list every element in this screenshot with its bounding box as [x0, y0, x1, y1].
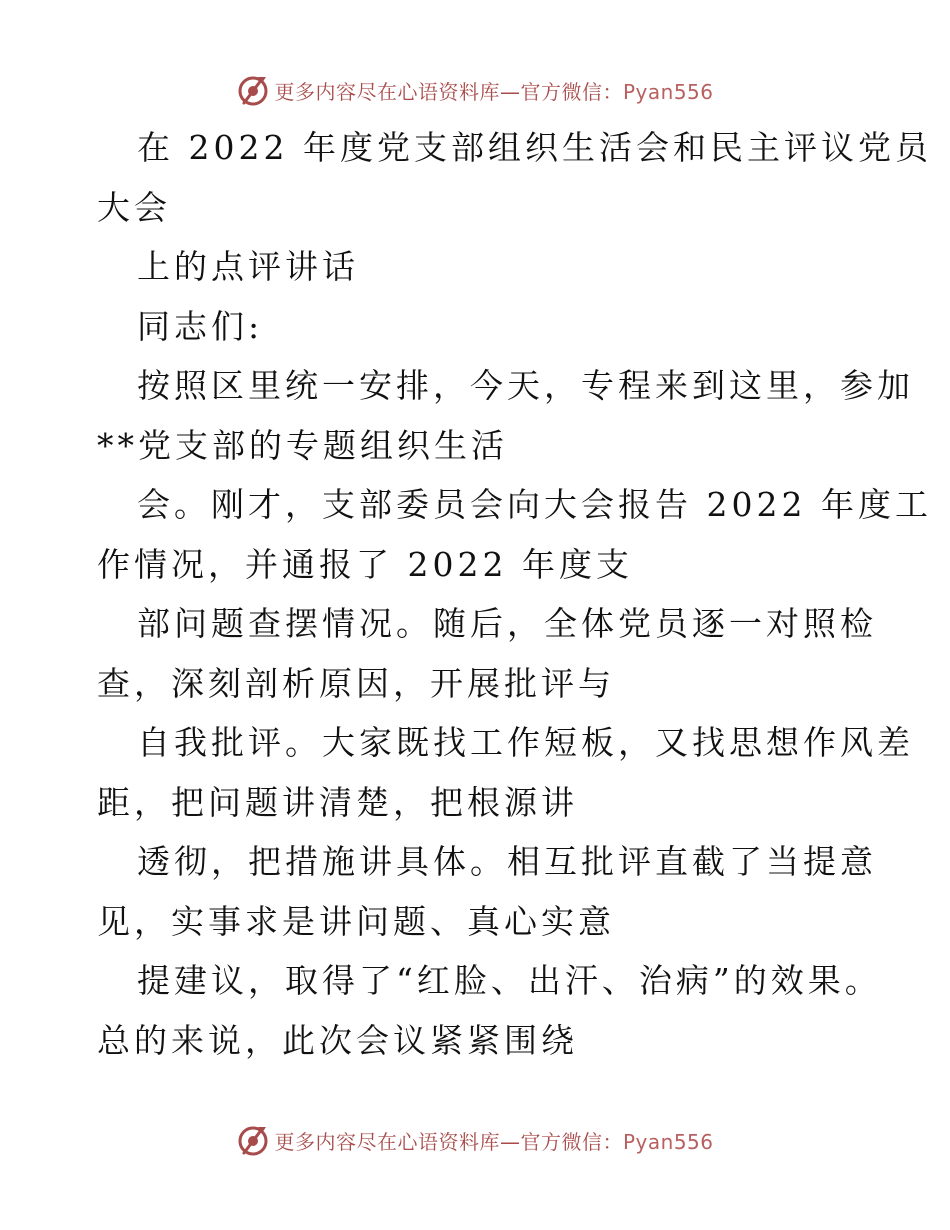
paragraph-line: 部问题查摆情况。随后，全体党员逐一对照检 — [137, 604, 877, 643]
quill-seal-logo-icon — [236, 73, 270, 107]
paragraph-line: 提建议，取得了“红脸、出汗、治病”的效果。 — [137, 961, 882, 1000]
paragraph-line: 查，深刻剖析原因，开展批评与 — [97, 663, 615, 703]
header-banner — [0, 70, 950, 110]
title-line-1: 在 2022 年度党支部组织生活会和民主评议党员 — [137, 128, 932, 167]
paragraph-line: 按照区里统一安排，今天，专程来到这里，参加 — [137, 366, 914, 405]
footer-banner-text: 更多内容尽在心语资料库—官方微信：Pyan556 — [274, 1129, 714, 1154]
paragraph-line: 距，把问题讲清楚，把根源讲 — [97, 782, 578, 822]
title-line-3: 上的点评讲话 — [137, 247, 359, 286]
header-wechat-id: Pyan556 — [622, 79, 714, 104]
paragraph-line: 见，实事求是讲问题、真心实意 — [97, 901, 615, 941]
paragraph-line: 自我批评。大家既找工作短板，又找思想作风差 — [137, 723, 914, 762]
paragraph-line: 会。刚才，支部委员会向大会报告 2022 年度工 — [137, 485, 932, 524]
paragraph-line: 透彻，把措施讲具体。相互批评直截了当提意 — [137, 842, 877, 881]
title-line-2: 大会 — [97, 187, 171, 227]
quill-seal-logo-icon — [236, 1123, 270, 1157]
salutation: 同志们: — [137, 306, 264, 346]
header-banner-text: 更多内容尽在心语资料库—官方微信：Pyan556 — [274, 79, 714, 104]
paragraph-line: 作情况，并通报了 2022 年度支 — [97, 544, 633, 584]
paragraph-line: **党支部的专题组织生活 — [97, 425, 508, 465]
footer-banner — [0, 1120, 950, 1160]
paragraph-line: 总的来说，此次会议紧紧围绕 — [97, 1020, 578, 1060]
footer-wechat-id: Pyan556 — [622, 1129, 714, 1154]
document-body — [97, 118, 932, 1070]
